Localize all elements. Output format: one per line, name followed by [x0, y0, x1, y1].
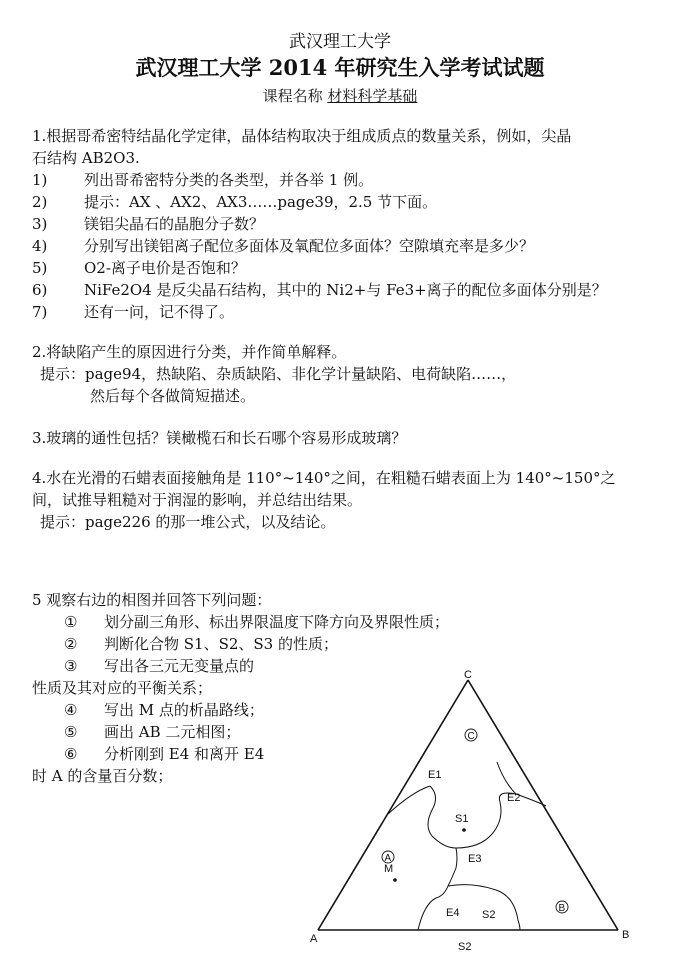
q5-stem: 5 观察右边的相图并回答下列问题：	[32, 591, 272, 609]
point-s1-marker	[462, 828, 466, 832]
q5-item-text: 判断化合物 S1、S2、S3 的性质；	[104, 635, 338, 653]
label-s1: S1	[455, 813, 469, 825]
label-e3: E3	[468, 853, 482, 865]
q4-hint: 提示：page226 的那一堆公式，以及结论。	[40, 513, 336, 531]
vertex-label-b: B	[622, 929, 630, 941]
edge-ac	[318, 680, 468, 930]
q1-item-number: 1)	[32, 171, 48, 189]
q1-item	[32, 170, 373, 190]
q5-item6-continuation: 时 A 的含量百分数；	[32, 767, 173, 785]
circled-label-b-text: B	[558, 903, 566, 914]
course-label: 课程名称	[262, 87, 323, 105]
ternary-phase-diagram	[300, 668, 640, 958]
q1-item-text: NiFe2O4 是反尖晶石结构，其中的 Ni2+与 Fe3+离子的配位多面体分别是？	[84, 281, 607, 299]
q5-item	[64, 744, 264, 764]
q3-stem: 3.玻璃的通性包括？镁橄榄石和长石哪个容易形成玻璃？	[32, 429, 407, 447]
boundary-s1-region	[428, 786, 516, 848]
q5-item-text: 划分副三角形、标出界限温度下降方向及界限性质；	[104, 613, 450, 631]
q1-item-number: 4)	[32, 237, 48, 255]
q5-item-text: 写出各三元无变量点的	[104, 657, 255, 675]
boundary-right-e2	[516, 794, 546, 806]
q5-item3-continuation: 性质及其对应的平衡关系；	[32, 679, 213, 697]
q5-item-mark: ④	[64, 701, 78, 719]
q1-item-number: 7)	[32, 303, 48, 321]
q2-hint-line1: 提示：page94，热缺陷、杂质缺陷、非化学计量缺陷、电荷缺陷……，	[40, 365, 517, 383]
boundary-e3-upper	[456, 848, 457, 868]
q5-item-text: 写出 M 点的析晶路线；	[104, 701, 264, 719]
q1-item	[32, 280, 607, 300]
point-m-marker	[393, 878, 397, 882]
circled-label-c-text: C	[467, 731, 475, 742]
q5-item-mark: ⑤	[64, 723, 78, 741]
q2-hint-line2: 然后每个各做简短描述。	[90, 387, 256, 405]
q1-item	[32, 236, 534, 256]
q1-item-number: 5)	[32, 259, 48, 277]
q1-item-number: 3)	[32, 215, 48, 233]
q5-item-text: 画出 AB 二元相图；	[104, 723, 241, 741]
circled-label-a-text: A	[384, 853, 392, 864]
q1-item-text: 分别写出镁铝离子配位多面体及氧配位多面体？空隙填充率是多少？	[84, 237, 535, 255]
q1-item-text: 镁铝尖晶石的晶胞分子数？	[84, 215, 265, 233]
q1-item-text: 列出哥希密特分类的各类型，并各举 1 例。	[84, 171, 374, 189]
boundary-left-e1	[388, 786, 430, 814]
exam-title: 武汉理工大学 2014 年研究生入学考试试题	[135, 55, 545, 80]
q1-item	[32, 192, 437, 212]
label-e2: E2	[507, 792, 521, 804]
boundary-c-e2	[497, 762, 516, 794]
q1-stem-line2: 石结构 AB2O3.	[32, 149, 140, 167]
q1-item	[32, 302, 234, 322]
q5-item-mark: ①	[64, 613, 78, 631]
q5-item	[64, 656, 254, 676]
q5-item-text: 分析刚到 E4 和离开 E4	[104, 745, 265, 763]
course-name: 材料科学基础	[327, 87, 418, 105]
label-e1: E1	[428, 769, 442, 781]
course-line	[0, 86, 680, 106]
q4-stem-line1: 4.水在光滑的石蜡表面接触角是 110°~140°之间，在粗糙石蜡表面上为 140°~150°之	[32, 469, 616, 487]
q5-item	[64, 634, 338, 654]
label-s2-base: S2	[458, 941, 472, 953]
q1-item-number: 2)	[32, 193, 48, 211]
q2-stem: 2.将缺陷产生的原因进行分类，并作简单解释。	[32, 343, 347, 361]
q5-item-mark: ③	[64, 657, 78, 675]
vertex-label-c: C	[464, 669, 472, 681]
q5-item	[64, 612, 449, 632]
q1-stem-line1: 1.根据哥希密特结晶化学定律，晶体结构取决于组成质点的数量关系，例如，尖晶	[32, 127, 572, 145]
q1-item	[32, 214, 264, 234]
label-m: M	[384, 863, 394, 875]
q1-item-number: 6)	[32, 281, 48, 299]
q1-item-text: 还有一问，记不得了。	[84, 303, 235, 321]
q5-item	[64, 722, 240, 742]
q1-item-text: O2-离子电价是否饱和？	[84, 259, 246, 277]
university-name: 武汉理工大学	[289, 32, 391, 52]
circled-label-c	[465, 729, 477, 742]
q5-item-mark: ⑥	[64, 745, 78, 763]
q1-item	[32, 258, 246, 278]
q5-item-mark: ②	[64, 635, 78, 653]
q5-item	[64, 700, 264, 720]
circled-label-b	[556, 901, 568, 914]
label-s2-inner: S2	[482, 909, 496, 921]
vertex-label-a: A	[310, 933, 318, 945]
q1-item-text: 提示：AX 、AX2、AX3……page39，2.5 节下面。	[84, 193, 438, 211]
q4-stem-line2: 间，试推导粗糙对于润湿的影响，并总结出结果。	[32, 491, 363, 509]
label-e4: E4	[446, 907, 460, 919]
boundary-s2-left	[418, 868, 456, 930]
